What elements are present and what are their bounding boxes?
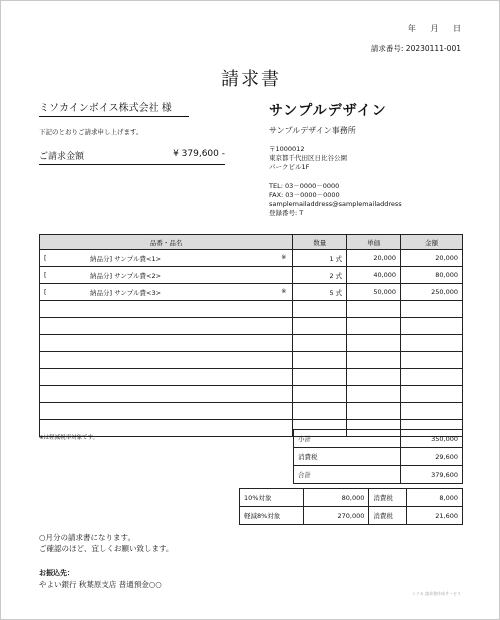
reduced-tax-mark: ※ <box>281 288 287 295</box>
empty-row <box>40 403 463 420</box>
date-line <box>396 23 461 34</box>
item-unit-price: 50,000 <box>347 284 401 301</box>
table-row <box>40 267 463 284</box>
subtotal-value: 350,000 <box>401 430 463 448</box>
item-description <box>40 250 293 267</box>
item-unit-price: 40,000 <box>347 267 401 284</box>
item-amount: 250,000 <box>401 284 463 301</box>
tax-label: 消費税 <box>294 448 401 466</box>
issuer-registration: 登録番号: T <box>269 209 304 217</box>
issuer-fax: FAX: 03－0000－0000 <box>269 191 340 199</box>
greeting-text: 下記のとおりご請求申し上げます。 <box>39 128 143 136</box>
date-day-label: 日 <box>453 24 461 33</box>
item-description <box>40 284 293 301</box>
tax-rate-tax-value: 8,000 <box>407 489 463 507</box>
col-header-qty: 数量 <box>293 235 347 250</box>
issuer-address-line1: 東京都千代田区日比谷公園 <box>269 154 347 162</box>
message-line1: ○月分の請求書になります。 <box>39 533 135 542</box>
item-description <box>40 267 293 284</box>
tax-rate-tax-value: 21,600 <box>407 507 463 525</box>
billing-amount-label: ご請求金額 <box>39 152 85 162</box>
issuer-postal: 〒1000012 <box>269 145 305 153</box>
issuer-address-line2: パークビル1F <box>269 163 310 171</box>
item-qty: 5 式 <box>293 284 347 301</box>
date-year-label: 年 <box>407 24 416 33</box>
tax-rate-tax-label: 消費税 <box>369 489 407 507</box>
empty-row <box>40 369 463 386</box>
tax-row <box>294 448 463 466</box>
total-row <box>294 466 463 484</box>
item-qty: 1 式 <box>293 250 347 267</box>
issuer-tel: TEL: 03－0000－0000 <box>269 182 340 190</box>
billing-amount <box>39 149 225 165</box>
billing-amount-value: ¥ 379,600 - <box>173 149 225 159</box>
page-title: 請求書 <box>221 69 281 90</box>
empty-row <box>40 386 463 403</box>
empty-row <box>40 301 463 318</box>
invoice-number: 請求番号: 20230111-001 <box>370 44 461 53</box>
col-header-amount: 金額 <box>401 235 463 250</box>
total-label: 合計 <box>294 466 401 484</box>
empty-row <box>40 352 463 369</box>
tax-rate-label: 10%対象 <box>240 489 304 507</box>
reduced-tax-mark: ※ <box>281 254 287 261</box>
logo-text: サンプルデザイン <box>269 103 387 119</box>
issuer-address <box>269 145 347 172</box>
tax-breakdown-table <box>239 488 463 525</box>
closing-message <box>39 532 173 554</box>
tax-breakdown-row <box>240 489 463 507</box>
issuer-email: samplemailaddress@samplemailaddress <box>269 200 402 208</box>
bank-title: お振込先： <box>39 569 74 577</box>
totals-table <box>293 429 463 484</box>
empty-row <box>40 318 463 335</box>
company-logo <box>269 101 394 119</box>
issuer-company: サンプルデザイン事務所 <box>269 126 356 135</box>
total-value: 379,600 <box>401 466 463 484</box>
item-name: 納品分] サンプル費<1> <box>90 255 162 263</box>
date-month-label: 月 <box>430 24 439 33</box>
tax-rate-amount: 270,000 <box>303 507 369 525</box>
col-header-item: 品番・品名 <box>40 235 293 250</box>
reduced-tax-note: ※は軽減税率対象です。 <box>39 435 99 441</box>
item-name: 納品分] サンプル費<3> <box>90 289 162 297</box>
item-bracket: [ <box>44 254 47 262</box>
tax-rate-amount: 80,000 <box>303 489 369 507</box>
tax-rate-tax-label: 消費税 <box>369 507 407 525</box>
item-bracket: [ <box>44 271 47 279</box>
table-row <box>40 284 463 301</box>
client-name: ミソカインボイス株式会社 様 <box>39 99 189 117</box>
item-unit-price: 20,000 <box>347 250 401 267</box>
item-amount: 20,000 <box>401 250 463 267</box>
message-line2: ご確認のほど、宜しくお願い致します。 <box>39 544 174 553</box>
subtotal-row <box>294 430 463 448</box>
issuer-contact <box>269 182 402 218</box>
footer-credit: ミソカ 請求書作成サービス <box>411 591 461 596</box>
item-name: 納品分] サンプル費<2> <box>90 272 162 280</box>
items-table <box>39 234 463 437</box>
item-bracket: [ <box>44 288 47 296</box>
tax-value: 29,600 <box>401 448 463 466</box>
item-amount: 80,000 <box>401 267 463 284</box>
tax-breakdown-row <box>240 507 463 525</box>
item-qty: 2 式 <box>293 267 347 284</box>
bank-detail: やよい銀行 秋葉原支店 普通預金○○ <box>39 580 162 589</box>
col-header-unit-price: 単価 <box>347 235 401 250</box>
empty-row <box>40 335 463 352</box>
subtotal-label: 小計 <box>294 430 401 448</box>
tax-rate-label: 軽減8%対象 <box>240 507 304 525</box>
table-row <box>40 250 463 267</box>
items-header-row <box>40 235 463 250</box>
